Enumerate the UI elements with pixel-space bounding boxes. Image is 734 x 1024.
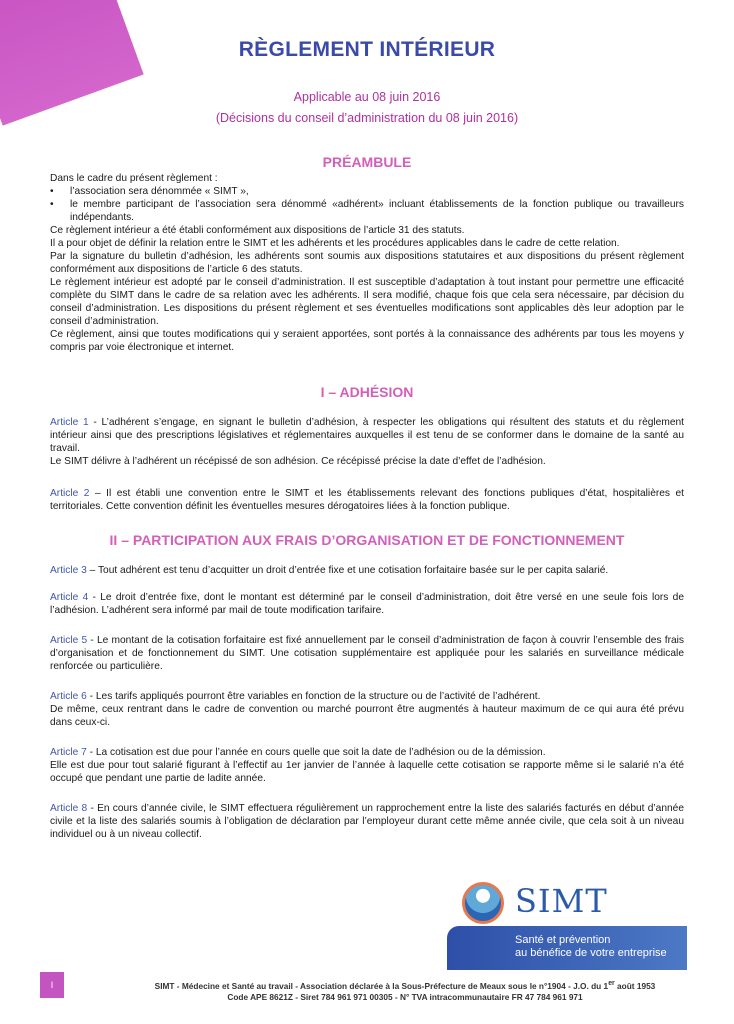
paragraph: Le règlement intérieur est adopté par le conseil d’administration. Il est susceptible d’adaptation à tout instant pour permettre une efficacité complète du SIMT dans le cadre de sa relation avec les adhérents. Il sera modifié, chaque fois que cela sera nécessaire, par décision du conseil d’administration. Les dispositions du présent règlement et ses éventuelles modifications sont applicables dès leur adoption par le conseil d’administration. [50, 277, 684, 327]
article-6: Article 6 - Les tarifs appliqués pourront être variables en fonction de la structure ou de l’activité de l’adhérent. De même, ceux rentrant dans le cadre de convention ou marché pourront être augmentés à hauteur maximum de ce qui aura été prévu dans ceux-ci. [50, 691, 684, 728]
decision-note: (Décisions du conseil d’administration du 08 juin 2016) [215, 111, 519, 125]
article-label: Article 8 [50, 803, 88, 814]
preambule-intro: Dans le cadre du présent règlement : [50, 173, 218, 184]
article-label: Article 6 [50, 691, 87, 702]
logo-tagline: Santé et prévention au bénéfice de votre entreprise [447, 926, 687, 970]
bullet-item: • le membre participant de l’association sera dénommé «adhérent» incluant établissements de la fonction publique ou travailleurs indépendants. [50, 199, 684, 223]
page-title: RÈGLEMENT INTÉRIEUR [238, 38, 496, 61]
article-2: Article 2 – Il est établi une convention entre le SIMT et les établissements relevant des fonctions publiques d’état, hospitalières et territoriales. Cette convention définit les éventuelles mesures dérogatoires liées à la fonction publique. [50, 488, 684, 512]
simt-logo [447, 878, 687, 970]
preambule-body [50, 172, 684, 354]
section-heading-adhesion: I – ADHÉSION [320, 384, 414, 400]
article-label: Article 2 [50, 488, 90, 499]
applicable-date: Applicable au 08 juin 2016 [293, 90, 441, 104]
footer: SIMT - Médecine et Santé au travail - Association déclarée à la Sous-Préfecture de Meaux sous le n°1904 - J.O. du 1er août 1953 Code APE 8621Z - Siret 784 961 971 00305 - N° TVA intracommunautaire FR 47 784 961 971 [154, 980, 656, 1002]
article-4: Article 4 - Le droit d’entrée fixe, dont le montant est déterminé par le conseil d’administration, doit être versé en une seule fois lors de l’adhésion. L’adhérent sera informé par mail de toute modification tarifaire. [50, 592, 684, 616]
bullet-item: • l’association sera dénommée « SIMT », [50, 186, 249, 197]
article-label: Article 1 [50, 417, 89, 428]
logo-name: SIMT [515, 882, 608, 920]
article-label: Article 4 [50, 592, 89, 603]
paragraph: Ce règlement, ainsi que toutes modifications qui y seraient apportées, sont portés à la connaissance des adhérents par tous les moyens y compris par voie électronique et internet. [50, 329, 684, 353]
section-heading-preambule: PRÉAMBULE [322, 154, 412, 170]
paragraph: Ce règlement intérieur a été établi conformément aux dispositions de l’article 31 des statuts. [50, 225, 465, 236]
corner-decoration [0, 0, 144, 126]
article-3: Article 3 – Tout adhérent est tenu d’acquitter un droit d’entrée fixe et une cotisation forfaitaire basée sur le per capita salarié. [50, 565, 609, 576]
article-label: Article 7 [50, 747, 87, 758]
article-8: Article 8 - En cours d’année civile, le SIMT effectuera régulièrement un rapprochement entre la liste des salariés facturés en début d’année civile et la liste des salariés soumis à l’obligation de déclaration par l’employeur durant cette même année civile, que cela soit à un niveau individuel ou à un niveau collectif. [50, 803, 684, 840]
article-7: Article 7 - La cotisation est due pour l’année en cours quelle que soit la date de l’adhésion ou de la démission. Elle est due pour tout salarié figurant à l’effectif au 1er janvier de l’année à laquelle cette cotisation se rapporte même si le salarié n’a été occupé que pendant une partie de ladite année. [50, 747, 684, 784]
article-5: Article 5 - Le montant de la cotisation forfaitaire est fixé annuellement par le conseil d’administration de façon à couvrir l’ensemble des frais d’organisation et de fonctionnement du SIMT. Une cotisation supplémentaire est appliquée pour les salariés en surveillance médicale renforcée ou particulière. [50, 635, 684, 672]
section-heading-participation: II – PARTICIPATION AUX FRAIS D’ORGANISATION ET DE FONCTIONNEMENT [109, 532, 625, 548]
article-label: Article 5 [50, 635, 88, 646]
logo-globe-icon [462, 882, 504, 924]
page-number: I [40, 972, 64, 998]
article-label: Article 3 [50, 565, 87, 576]
paragraph: Par la signature du bulletin d’adhésion, les adhérents sont soumis aux dispositions statutaires et aux dispositions du présent règlement conformément aux dispositions de l’article 6 des statuts. [50, 251, 684, 275]
paragraph: Il a pour objet de définir la relation entre le SIMT et les adhérents et les procédures applicables dans le cadre de cette relation. [50, 238, 620, 249]
article-1: Article 1 - L’adhérent s’engage, en signant le bulletin d’adhésion, à respecter les obligations qui résultent des statuts et du règlement intérieur ainsi que des prescriptions législatives et réglementaires auxquelles il est tenu de se conformer dans le domaine de la santé au travail. Le SIMT délivre à l’adhérent un récépissé de son adhésion. Ce récépissé précise la date d’effet de l’adhésion. [50, 417, 684, 467]
